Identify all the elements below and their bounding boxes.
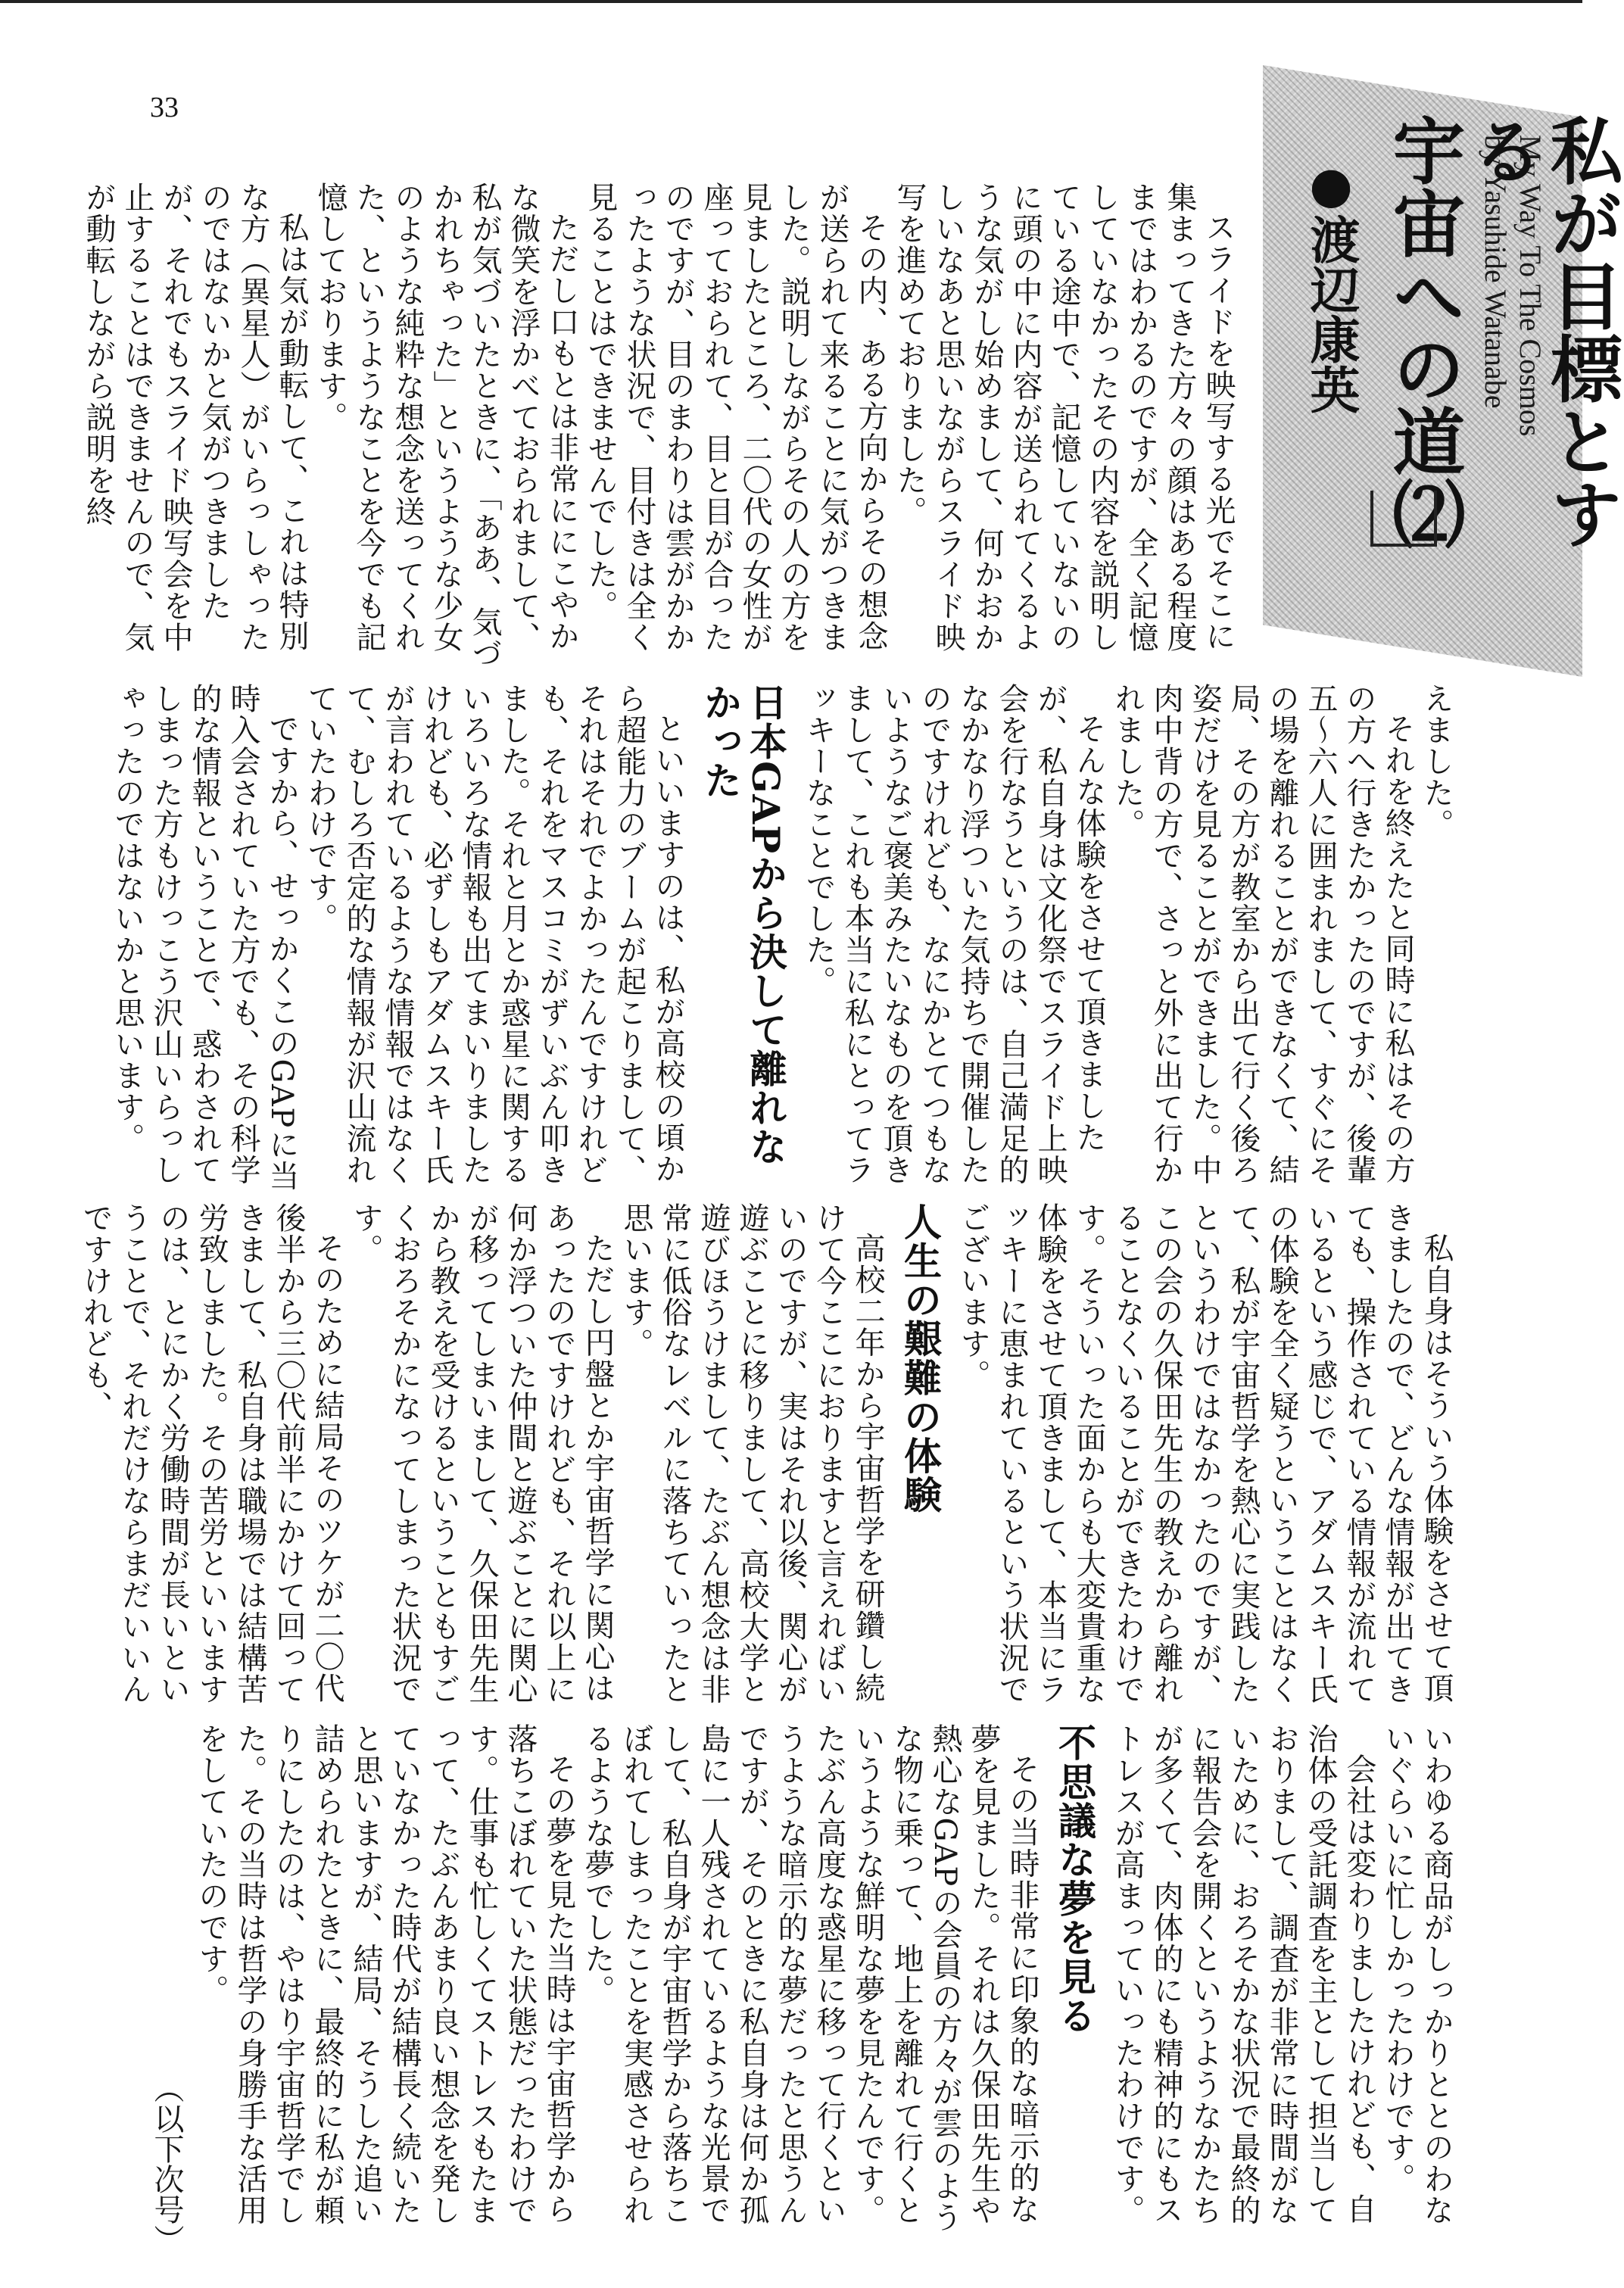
text-column-bottom-right — [189, 1723, 1455, 2246]
article-title-english: My Way To The Cosmos by Yasuhide Watanabe — [1479, 135, 1548, 437]
paragraph: その当時非常に印象的な暗示的な夢を見ました。それは久保田先生や熱心なGAPの会員の方々が雲のような物に乗って、地上を離れて行くというような鮮明な夢を見たんです。たぶん高度な惑星に移って行くというような暗示的な夢だったと思うんですが、そのときに私自身は何か孤島に一人残されているような光景でして、私自身が宇宙哲学から落ちこぼれてしまったことを実感させられるような夢でした。 — [580, 1723, 1040, 2233]
text-column-top-right — [110, 683, 1455, 1198]
paragraph: ただし円盤とか宇宙哲学に関心はあったのですけれども、それ以上に何か浮ついた仲間と遊ぶことに関心が移ってしまいまして、久保田先生から教えを受けるということもすごくおろそかになってしまった状況です。 — [348, 1202, 615, 1705]
paragraph: ただし口もとは非常ににこやかな微笑を浮かべておられまして、私が気づいたときに、「ああ、気づかれちゃった」というような少女のような純粋な想念を送ってくれた、というようなことを今でも記憶しております。 — [313, 182, 579, 669]
page-number: 33 — [150, 92, 179, 123]
paragraph: ですから、せっかくこのGAPに当時入会されていた方でも、その科学的な情報ということで、惑わされてしまった方もけっこう沢山いらっしゃったのではないかと思います。 — [110, 683, 299, 1192]
author-name: ●渡辺康英 — [1301, 155, 1361, 414]
title-bracket-decoration — [1370, 491, 1437, 547]
paragraph: それを終えたと同時に私はその方の方へ行きたかったのですが、後輩五～六人に囲まれまして、すぐにその場を離れることができなくて、結局、その方が教室から出て行く後ろ姿だけを見ることができました。中肉中背の方で、さっと外に出て行かれました。 — [1110, 683, 1415, 1186]
paragraph: そんな体験をさせて頂きましたが、私自身は文化祭でスライド上映会を行なうというのは、自己満足的なかなり浮ついた気持ちで開催したのですけれども、なにかとてつもないようなご褒美みたいなものを頂きまして、これも本当に私にとってラッキーなことでした。 — [801, 683, 1106, 1186]
paragraph: そのために結局そのツケが二〇代後半から三〇代前半にかけて回ってきまして、私自身は職場では結構苦労致しました。その苦労といいますのは、とにかく労働時間が長いということで、それだけならまだいいんですけれども、 — [78, 1202, 344, 1705]
paragraph: 私自身はそういう体験をさせて頂きましたので、どんな情報が出てきても、操作されている情報が流れているという感じで、アダムスキー氏の体験を全く疑うということはなくて、私が宇宙哲学を熱心に実践したというわけではなかったのですが、この会の久保田先生の教えから離れることなくいることができたわけです。そういった面からも大変貴重な体験をさせて頂きまして、本当にラッキーに恵まれているという状況でございます。 — [955, 1202, 1454, 1705]
paragraph: いわゆる商品がしっかりととのわないぐらいに忙しかったわけです。 — [1380, 1723, 1454, 2226]
paragraph: 私は気が動転して、これは特別な方（異星人）がいらっしゃったのではないかと気がつきましたが、それでもスライド映写会を中止することはできませんので、気が動転しながら説明を終 — [81, 182, 309, 653]
continued-next-issue: （以下次号） — [149, 2073, 184, 2255]
paragraph: その夢を見た当時は宇宙哲学から落ちこぼれていた状態だったわけです。仕事も忙しくてストレスもたまって、たぶんあまり良い想念を発していなかった時代が結構長く続いたと思いますが、結局、そうした追い詰められたときに、最終的に私が頼りにしたのは、やはり宇宙哲学でした。その当時は哲学の身勝手な活用をしていたのです。 — [194, 1723, 576, 2226]
paragraph: といいますのは、私が高校の頃から超能力のブームが起こりまして、それはそれでよかったんですけれども、それをマスコミがずいぶん叩きました。それと月とか惑星に関するいろいろな情報も出てまいりましたけれども、必ずしもアダムスキー氏が言われているような情報ではなくて、むしろ否定的な情報が沢山流れていたわけです。 — [303, 683, 685, 1186]
paragraph: その内、ある方向からその想念が送られて来ることに気がつきました。説明しながらその人の方を見ましたところ、二〇代の女性が座っておられて、目と目が合ったのですが、目のまわりは雲がかかったような状況で、目付きは全く見ることはできませんでした。 — [583, 182, 888, 653]
paragraph: スライドを映写する光でそこに集まってきた方々の顔はある程度まではわかるのですが、全く記憶していなかったその内容を説明している途中で、記憶していないのに頭の中に内容が送られてくるような気がし始めまして、何かおかしいなあと思いながらスライド映写を進めておりました。 — [892, 182, 1236, 653]
paragraph: えました。 — [1419, 683, 1454, 840]
paragraph: 会社は変わりましたけれども、自治体の受託調査を主として担当しておりまして、調査が非常に時間がないために、おろそかな状況で最終的に報告会を開くというようなかたちが多くて、肉体的にも精神的にもストレスが高まっていったわけです。 — [1110, 1723, 1376, 2226]
text-column-top-left — [81, 182, 1237, 674]
paragraph: 高校二年から宇宙哲学を研鑽し続けて今ここにおりますと言えればいいのですが、実はそれ以後、関心が遊ぶことに移りまして、高校大学と遊びほうけまして、たぶん想念は非常に低俗なレベルに落ちていったと思います。 — [619, 1202, 885, 1705]
section-heading: 不思議な夢を見る — [1052, 1723, 1097, 2035]
section-heading: 人生の艱難の体験 — [898, 1202, 943, 1514]
section-heading: 日本GAPから決して離れなかった — [698, 683, 788, 1167]
article-title: 私が目標とする 宇宙への道⑵ — [1381, 114, 1624, 550]
top-border-line — [0, 0, 1582, 3]
text-column-bottom-left — [78, 1202, 1455, 1717]
